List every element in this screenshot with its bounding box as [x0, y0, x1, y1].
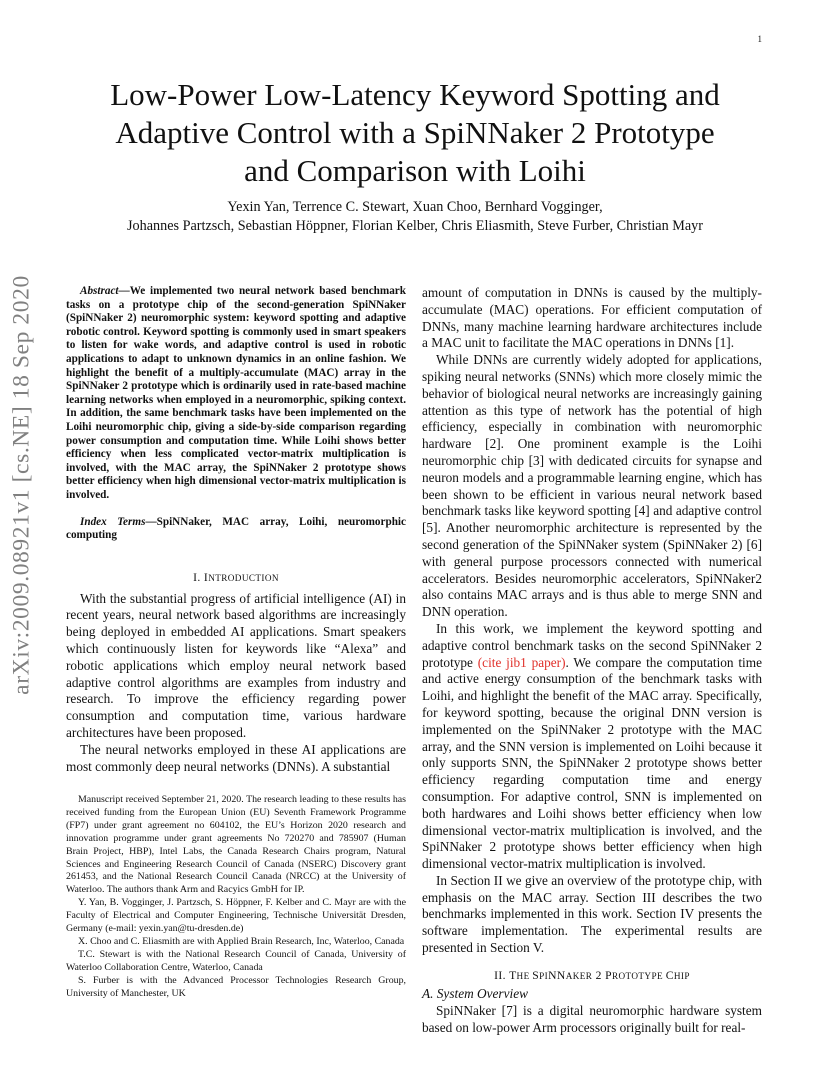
index-terms-text: —SpiNNaker, MAC array, Loihi, neuromorphic computing: [66, 515, 406, 542]
section-heading-introduction: I. INTRODUCTION: [193, 570, 279, 584]
abstract-text: —We implemented two neural network based benchmark tasks on a prototype chip of the second-generation SpiNNaker (SpiNNaker 2) neuromorphic system: keyword spotting and adaptive robotic control. Keyword spotting is commonly used in smart speakers to listen for wake words, and adaptive control is used in robotic applications to adapt to unknown dynamics in an online fashion. We highlight the benefit of a multiply-accumulate (MAC) array in the SpiNNaker 2 prototype which is ordinarily used in rate-based machine learning networks when employed in a neuromorphic, spiking context. In addition, the same benchmark tasks have been implemented on the Loihi neuromorphic chip, giving a side-by-side comparison regarding power consumption and computation time. While Loihi shows better efficiency when less complicated vector-matrix multiplication is involved, with the MAC array, the SpiNNaker 2 prototype shows better efficiency when high dimensional vector-matrix multiplication is involved.: [66, 285, 406, 501]
paragraph: In this work, we implement the keyword spotting and adaptive control benchmark tasks on the second SpiNNaker 2 prototype (cite jib1 paper). We compare the computation time and active energy consumption of the benchmark tasks with Loihi, and highlight the benefit of the MAC array. Specifically, for keyword spotting, because the original DNN version is implemented on the SpiNNaker 2 prototype with the MAC array, and the SNN version is implemented on Loihi because it only supports SNN, the SpiNNaker 2 prototype shows better efficiency regarding computation time and energy consumption. For adaptive control, SNN is implemented on both hardwares and Loihi shows better efficiency when low dimensional vector-matrix multiplication is involved, and the SpiNNaker 2 prototype shows better efficiency when high dimensional vector-matrix multiplication is involved.: [422, 620, 762, 872]
footnote: Y. Yan, B. Vogginger, J. Partzsch, S. Höppner, F. Kelber and C. Mayr are with the Faculty of Electrical and Computer Engineering, Technische Universität Dresden, Germany (e-mail: yexin.yan@tu-dresden.de): [66, 897, 406, 935]
section-heading-prototype-chip: II. THE SPINNAKER 2 PROTOTYPE CHIP: [494, 968, 690, 982]
author-line: Yexin Yan, Terrence C. Stewart, Xuan Choo, Bernhard Vogginger,: [227, 199, 603, 215]
paragraph: While DNNs are currently widely adopted for applications, spiking neural networks (SNNs) which more closely mimic the behavior of biological neural networks are increasingly gaining attention as this type of network has the potential of high efficiency, especially in combination with neuromorphic hardware [2]. One prominent example is the Loihi neuromorphic chip [3] with dedicated circuits for synapse and neuron models and a programmable learning engine, which has been shown to be efficient in various neural network based benchmark tasks like keyword spotting [4] and adaptive control [5]. Another neuromorphic architecture is represented by the second generation of the SpiNNaker system (SpiNNaker 2) [6] with general purpose processors connected with numerical accelerators. Besides neuromorphic accelerators, SpiNNaker2 also contains MAC arrays and is thus able to merge SNN and DNN operation.: [422, 352, 762, 620]
paragraph: The neural networks employed in these AI applications are most commonly deep neural networks (DNNs). A substantial: [66, 741, 406, 774]
title-line: Low-Power Low-Latency Keyword Spotting and: [110, 77, 720, 112]
author-line: Johannes Partzsch, Sebastian Höppner, Florian Kelber, Chris Eliasmith, Steve Furber, Christian Mayr: [127, 218, 703, 234]
arxiv-identifier: arXiv:2009.08921v1 [cs.NE] 18 Sep 2020: [8, 275, 35, 695]
subsection-heading: A. System Overview: [422, 985, 528, 1001]
author-list: [70, 198, 760, 236]
title-line: and Comparison with Loihi: [244, 153, 586, 188]
citation-placeholder: (cite jib1 paper): [477, 654, 566, 670]
abstract-label: Abstract: [80, 285, 119, 297]
page-number: 1: [757, 34, 762, 44]
footnote: Manuscript received September 21, 2020. The research leading to these results has received funding from the European Union (EU) Seventh Framework Programme (FP7) under grant agreement no 604102, the EU’s Horizon 2020 research and innovation programme under grant agreements No 720270 and 785907 (Human Brain Project, HBP), Intel Labs, the Canada Research Chairs program, Natural Sciences and Engineering Research Council of Canada (NSERC) Discovery grant 261453, and the National Research Council Canada (NRCC) at the University of Waterloo. The authors thank Arm and Racyics GmbH for IP.: [66, 794, 406, 896]
abstract: [66, 285, 406, 503]
paragraph: With the substantial progress of artificial intelligence (AI) in recent years, neural network based algorithms are increasingly being deployed in embedded AI applications. Smart speakers which continuously listen for keywords like “Alexa” and robotic applications which employ neural network based adaptive control algorithms are examples from industry and research. To improve the efficiency regarding power consumption and computation time, various hardware architectures have been proposed.: [66, 590, 406, 741]
left-column: [66, 285, 406, 775]
paper-title: [70, 76, 760, 190]
paragraph: SpiNNaker [7] is a digital neuromorphic hardware system based on low-power Arm processors originally built for real-: [422, 1002, 762, 1035]
footnotes: [66, 794, 406, 1001]
right-column: [422, 285, 762, 1036]
index-terms: [66, 516, 406, 543]
footnote: T.C. Stewart is with the National Research Council of Canada, University of Waterloo Collaboration Centre, Waterloo, Canada: [66, 948, 406, 973]
index-terms-label: Index Terms: [80, 515, 146, 528]
paragraph: In Section II we give an overview of the prototype chip, with emphasis on the MAC array. Section III describes the two benchmarks implemented in this work. Section IV presents the software implementation. The experimental results are presented in Section V.: [422, 872, 762, 956]
footnote: S. Furber is with the Advanced Processor Technologies Research Group, University of Manchester, UK: [66, 974, 406, 999]
paragraph: amount of computation in DNNs is caused by the multiply-accumulate (MAC) operations. For efficient computation of DNNs, many machine learning hardware architectures include a MAC unit to facilitate the MAC operations in DNNs [1].: [422, 285, 762, 351]
title-line: Adaptive Control with a SpiNNaker 2 Prototype: [115, 115, 715, 150]
footnote: X. Choo and C. Eliasmith are with Applied Brain Research, Inc, Waterloo, Canada: [78, 935, 405, 947]
